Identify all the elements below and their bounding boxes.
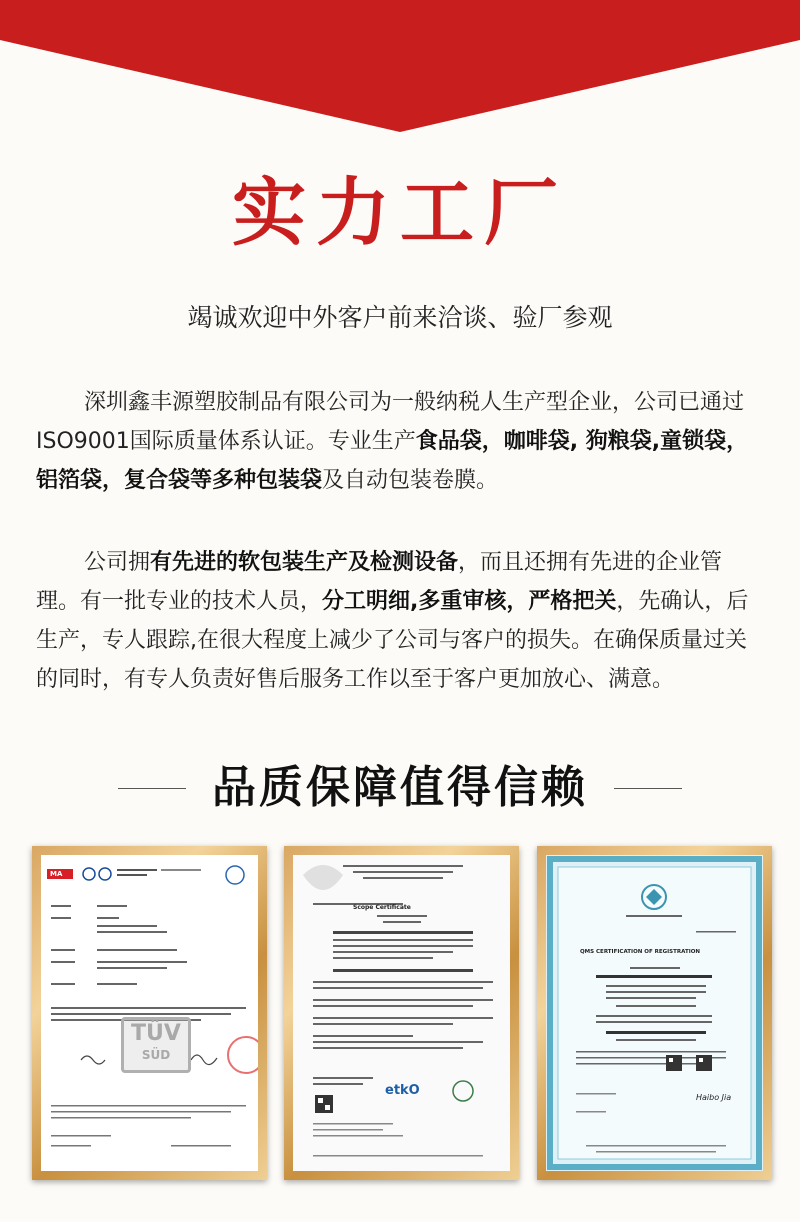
heading-divider-right — [614, 788, 682, 789]
intro-bold-text: 有先进的软包装生产及检测设备 — [150, 550, 459, 575]
certificate-frame-3 — [537, 846, 772, 1180]
intro-bold-text: 分工明细,多重审核，严格把关 — [322, 589, 617, 614]
intro-text: 及自动包装卷膜。 — [322, 468, 499, 493]
intro-paragraph-2 — [36, 543, 766, 699]
qms-certificate-title: QMS CERTIFICATION OF REGISTRATION — [580, 949, 701, 955]
etko-logo: etkO — [385, 1083, 420, 1098]
tuv-watermark — [121, 1017, 191, 1073]
scope-certificate-title: Scope Certificate — [353, 904, 411, 911]
certificate-frame-2 — [284, 846, 519, 1180]
page-subtitle: 竭诚欢迎中外客户前来洽谈、验厂参观 — [187, 303, 613, 332]
certificate-2-graphic — [293, 855, 510, 1171]
tuv-logo-text: TÜV — [131, 1021, 181, 1046]
ma-logo-text: MA — [50, 870, 63, 878]
quality-heading-text: 品质保障值得信赖 — [212, 762, 588, 813]
intro-paragraph-1 — [36, 383, 766, 500]
intro-bold-text: 食品袋，咖啡袋, 狗粮袋,童锁袋，铝箔袋，复合袋等多种包装袋 — [36, 429, 749, 493]
certificate-2 — [293, 855, 510, 1171]
sud-logo-text: SÜD — [141, 1048, 171, 1062]
intro-text: 深圳鑫丰源塑胶制品有限公司为一般纳税人生产型企业，公司已通过ISO9001国际质量体系认证。专业生产 — [36, 390, 745, 454]
red-banner — [0, 0, 800, 132]
certificate-1 — [41, 855, 258, 1171]
intro-text: ，而且还拥有先进的企业管理。有一批专业的技术人员， — [36, 550, 723, 614]
intro-text: 公司拥 — [84, 550, 151, 575]
certificate-3-graphic — [546, 855, 763, 1171]
certificate-frame-1 — [32, 846, 267, 1180]
quality-heading — [0, 758, 800, 818]
certificate-1-graphic — [41, 855, 258, 1171]
page-title: 实力工厂 — [232, 170, 568, 256]
certificate-signature: Haibo Jia — [696, 1093, 732, 1102]
certificate-3 — [546, 855, 763, 1171]
intro-text: ，先确认，后生产，专人跟踪,在很大程度上减少了公司与客户的损失。在确保质量过关的同时，有专人负责好售后服务工作以至于客户更加放心、满意。 — [36, 589, 749, 692]
